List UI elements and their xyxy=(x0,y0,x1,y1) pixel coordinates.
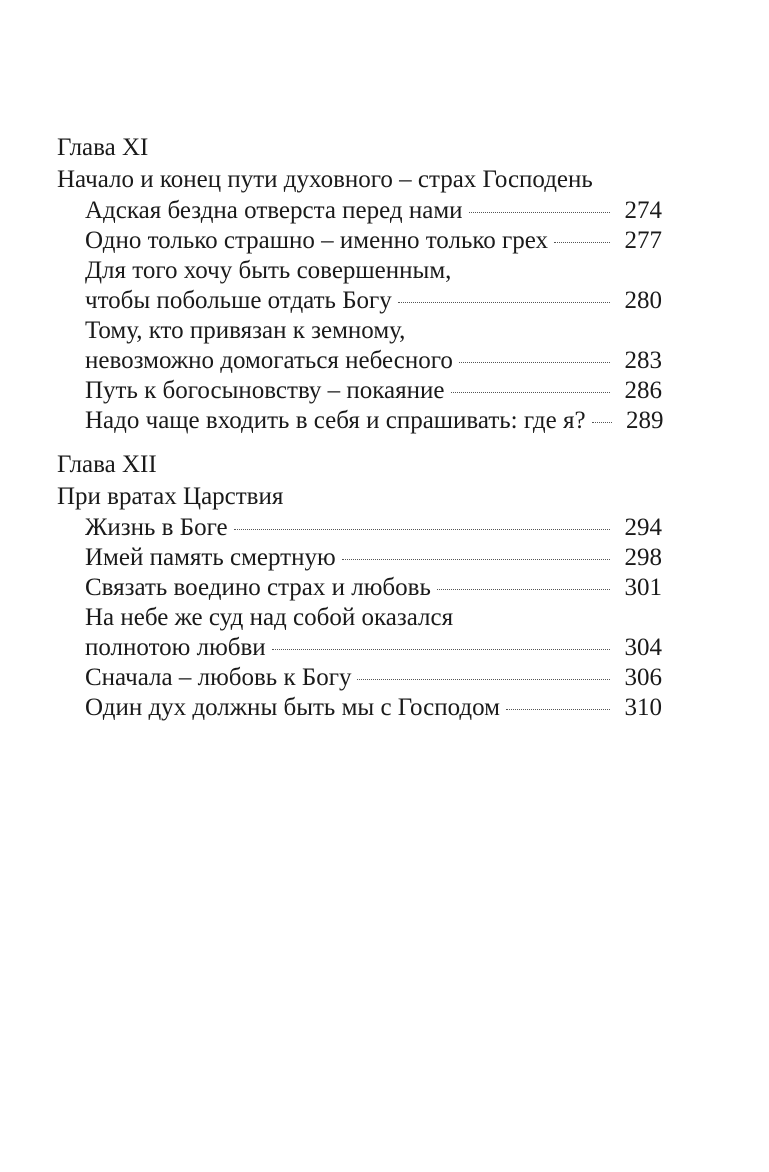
toc-entry-page: 298 xyxy=(624,544,662,571)
toc-entry-page: 289 xyxy=(626,407,664,434)
toc-entry[interactable] xyxy=(57,603,662,663)
toc-entry[interactable] xyxy=(57,543,662,573)
toc-entry-page: 286 xyxy=(624,377,662,404)
dot-leader xyxy=(342,559,610,560)
toc-entry-page: 294 xyxy=(624,514,662,541)
toc-entry-page: 274 xyxy=(624,197,662,224)
toc-entry-row xyxy=(85,346,662,376)
toc-entry[interactable] xyxy=(57,316,662,376)
toc-entry-row xyxy=(85,196,662,226)
toc-entry-row xyxy=(85,286,662,316)
chapter-label: Глава XII xyxy=(57,451,157,478)
toc-entry-row xyxy=(85,406,662,436)
toc-entry-row xyxy=(85,543,662,573)
chapter-xi xyxy=(57,132,662,436)
toc-entry[interactable] xyxy=(57,196,662,226)
toc-entry-row xyxy=(85,513,662,543)
toc-entry-row xyxy=(85,663,662,693)
dot-leader xyxy=(554,242,610,243)
toc-entry-page: 306 xyxy=(624,664,662,691)
toc-entry-page: 304 xyxy=(624,634,662,661)
toc-entry[interactable] xyxy=(57,663,662,693)
toc-entry-title: Один дух должны быть мы с Господом xyxy=(85,694,500,721)
toc-entry-title: невозможно домогаться небесного xyxy=(85,347,453,374)
toc-entry-title: полнотою любви xyxy=(85,634,266,661)
toc-entry-title: Имей память смертную xyxy=(85,544,336,571)
dot-leader xyxy=(592,422,612,423)
toc-entry-page: 283 xyxy=(624,347,662,374)
toc-entries xyxy=(57,513,662,723)
dot-leader xyxy=(272,649,610,650)
toc-entry-row xyxy=(85,226,662,256)
dot-leader xyxy=(437,589,610,590)
toc-entry[interactable] xyxy=(57,513,662,543)
toc-entry-title-line1: Для того хочу быть совершенным, xyxy=(85,257,452,284)
toc-entry-title-line1: Тому, кто привязан к земному, xyxy=(85,317,406,344)
dot-leader xyxy=(234,529,610,530)
chapter-title: При вратах Царствия xyxy=(57,483,284,510)
toc-entry-title: Жизнь в Боге xyxy=(85,514,228,541)
toc-entry[interactable] xyxy=(57,406,662,436)
toc-entry-row xyxy=(85,633,662,663)
toc-entry-title: Связать воедино страх и любовь xyxy=(85,574,431,601)
toc-entry-title: Адская бездна отверста перед нами xyxy=(85,197,463,224)
toc-entry-title: Одно только страшно – именно только грех xyxy=(85,227,548,254)
dot-leader xyxy=(398,302,610,303)
toc-entry[interactable] xyxy=(57,256,662,316)
dot-leader xyxy=(506,709,610,710)
toc-entry-row xyxy=(85,376,662,406)
dot-leader xyxy=(357,679,610,680)
toc-entry-title: Сначала – любовь к Богу xyxy=(85,664,352,691)
chapter-title: Начало и конец пути духовного – страх Господень xyxy=(57,166,593,193)
dot-leader xyxy=(459,362,610,363)
toc-entry-title: Путь к богосыновству – покаяние xyxy=(85,377,445,404)
toc-entry-page: 301 xyxy=(624,574,662,601)
dot-leader xyxy=(469,212,610,213)
toc-entry[interactable] xyxy=(57,573,662,603)
toc-entry-title-line1: На небе же суд над собой оказался xyxy=(85,604,454,631)
toc-entry-row xyxy=(85,693,662,723)
chapter-label: Глава XI xyxy=(57,134,149,161)
toc-entry-page: 277 xyxy=(624,227,662,254)
toc-entry-row xyxy=(85,573,662,603)
toc-entry[interactable] xyxy=(57,226,662,256)
toc-entry-page: 310 xyxy=(624,694,662,721)
chapter-xii xyxy=(57,449,662,723)
toc-entry-title: чтобы побольше отдать Богу xyxy=(85,287,392,314)
toc-entry-title: Надо чаще входить в себя и спрашивать: где я? xyxy=(85,407,586,434)
toc-entry-page: 280 xyxy=(624,287,662,314)
toc-entries xyxy=(57,196,662,436)
toc-entry[interactable] xyxy=(57,376,662,406)
toc-entry[interactable] xyxy=(57,693,662,723)
dot-leader xyxy=(451,392,611,393)
